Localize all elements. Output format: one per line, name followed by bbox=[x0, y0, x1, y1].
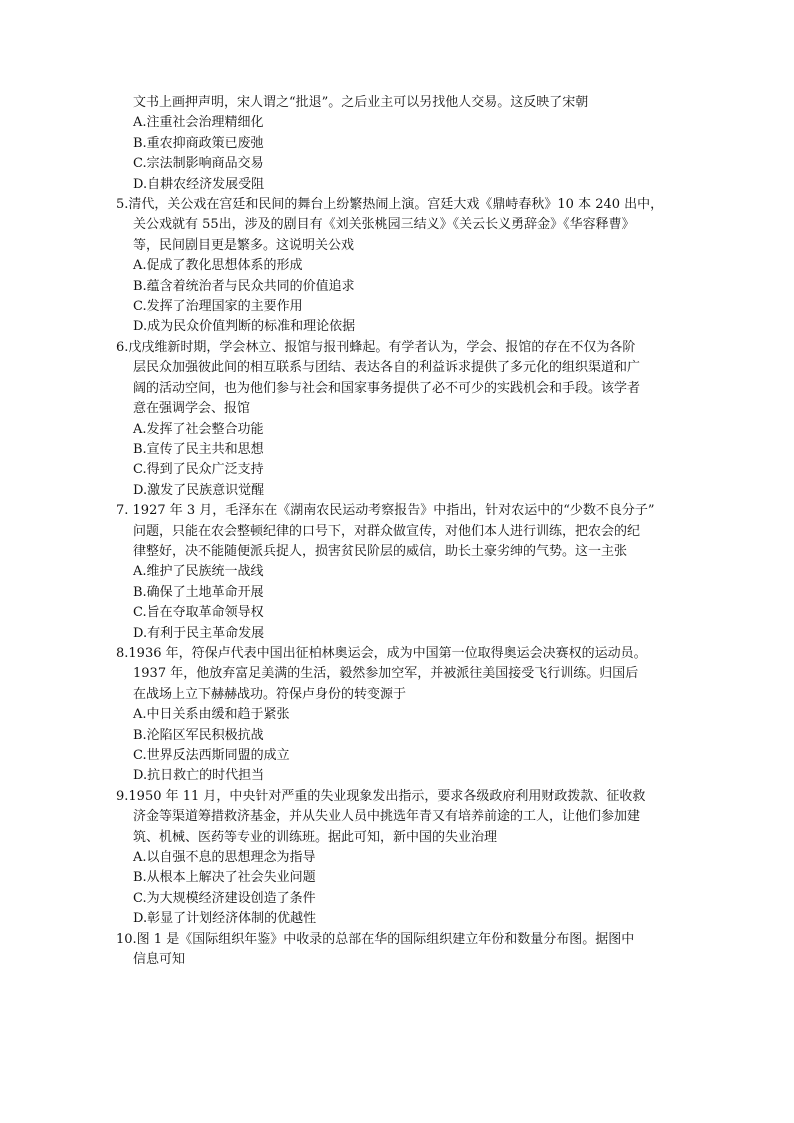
question-text-line: 济金等渠道筹措救济基金，并从失业人员中挑选年青又有培养前途的工人，让他们参加建 bbox=[133, 809, 641, 825]
option-b: B.蕴含着统治者与民众共同的价值追求 bbox=[133, 278, 355, 294]
question-8 bbox=[116, 644, 696, 787]
question-text-line: 阔的活动空间，也为他们参与社会和国家事务提供了必不可少的实践机会和手段。该学者 bbox=[133, 380, 641, 396]
question-7 bbox=[116, 501, 696, 644]
exam-page bbox=[116, 93, 696, 970]
question-4-continued bbox=[116, 93, 696, 195]
option-b: B.确保了土地革命开展 bbox=[133, 584, 264, 600]
option-d: D.有利于民主革命发展 bbox=[133, 625, 265, 641]
question-text-line: 文书上画押声明，宋人谓之“批退”。之后业主可以另找他人交易。这反映了宋朝 bbox=[133, 95, 589, 110]
question-text-line: 等，民间剧目更是繁多。这说明关公戏 bbox=[133, 237, 355, 253]
option-b: B.宣传了民主共和思想 bbox=[133, 441, 264, 457]
option-d: D.彰显了计划经济体制的优越性 bbox=[133, 911, 317, 927]
option-c: C.世界反法西斯同盟的成立 bbox=[133, 748, 290, 763]
option-c: C.发挥了治理国家的主要作用 bbox=[133, 299, 303, 315]
option-b: B.沦陷区军民积极抗战 bbox=[133, 727, 264, 743]
question-text-line: 7. 1927 年 3 月，毛泽东在《湖南农民运动考察报告》中指出，针对农运中的“少数不良分子” bbox=[116, 503, 655, 519]
question-text-line: 1937 年，他放弃富足美满的生活，毅然参加空军，并被派往美国接受飞行训练。归国后 bbox=[133, 666, 639, 682]
question-text-line: 关公戏就有 55出，涉及的剧目有《刘关张桃园三结义》《关云长义勇辞金》《华容释曹》 bbox=[133, 217, 635, 233]
question-text-line: 意在强调学会、报馆 bbox=[133, 401, 251, 417]
option-a: A.维护了民族统一战线 bbox=[133, 564, 264, 580]
question-text-line: 层民众加强彼此间的相互联系与团结、表达各自的利益诉求提供了多元化的组织渠道和广 bbox=[133, 360, 641, 376]
question-text-line: 5.清代，关公戏在宫廷和民间的舞台上纷繁热闹上演。宫廷大戏《鼎峙春秋》10 本 240 出中， bbox=[116, 197, 664, 213]
question-text-line: 信息可知 bbox=[133, 952, 186, 968]
option-a: A.中日关系由缓和趋于紧张 bbox=[133, 707, 290, 723]
question-text-line: 9.1950 年 11 月，中央针对严重的失业现象发出指示，要求各级政府利用财政拨款、征收救 bbox=[116, 788, 646, 804]
option-b: B.从根本上解决了社会失业问题 bbox=[133, 870, 316, 886]
option-d: D.自耕农经济发展受阻 bbox=[133, 176, 265, 192]
option-d: D.激发了民族意识觉醒 bbox=[133, 482, 265, 498]
question-5 bbox=[116, 195, 696, 338]
question-text-line: 6.戊戌维新时期，学会林立、报馆与报刊蜂起。有学者认为，学会、报馆的存在不仅为各阶 bbox=[116, 339, 636, 355]
question-text-line: 在战场上立下赫赫战功。符保卢身份的转变源于 bbox=[133, 686, 407, 702]
question-text-line: 10.图 1 是《国际组织年鉴》中收录的总部在华的国际组织建立年份和数量分布图。据图中 bbox=[116, 931, 635, 947]
option-c: C.宗法制影响商品交易 bbox=[133, 156, 264, 172]
question-text-line: 问题，只能在农会整顿纪律的口号下，对群众做宣传，对他们本人进行训练，把农会的纪 bbox=[133, 523, 641, 539]
option-d: D.成为民众价值判断的标准和理论依据 bbox=[133, 319, 356, 335]
question-text-line: 8.1936 年，符保卢代表中国出征柏林奥运会，成为中国第一位取得奥运会决赛权的运动员。 bbox=[116, 645, 647, 661]
option-c: C.旨在夺取革命领导权 bbox=[133, 605, 264, 621]
option-a: A.注重社会治理精细化 bbox=[133, 115, 264, 131]
question-10 bbox=[116, 930, 696, 971]
question-text-line: 筑、机械、医药等专业的训练班。据此可知，新中国的失业治理 bbox=[133, 829, 498, 845]
option-c: C.为大规模经济建设创造了条件 bbox=[133, 890, 316, 906]
option-a: A.促成了教化思想体系的形成 bbox=[133, 258, 303, 274]
option-a: A.以自强不息的思想理念为指导 bbox=[133, 850, 316, 866]
option-c: C.得到了民众广泛支持 bbox=[133, 462, 264, 478]
option-a: A.发挥了社会整合功能 bbox=[133, 421, 264, 437]
question-text-line: 律整好，决不能随便派兵捉人，损害贫民阶层的威信，助长土豪劣绅的气势。这一主张 bbox=[133, 543, 628, 559]
question-6 bbox=[116, 338, 696, 501]
option-b: B.重农抑商政策已废弛 bbox=[133, 135, 264, 151]
option-d: D.抗日救亡的时代担当 bbox=[133, 768, 265, 784]
question-9 bbox=[116, 787, 696, 930]
